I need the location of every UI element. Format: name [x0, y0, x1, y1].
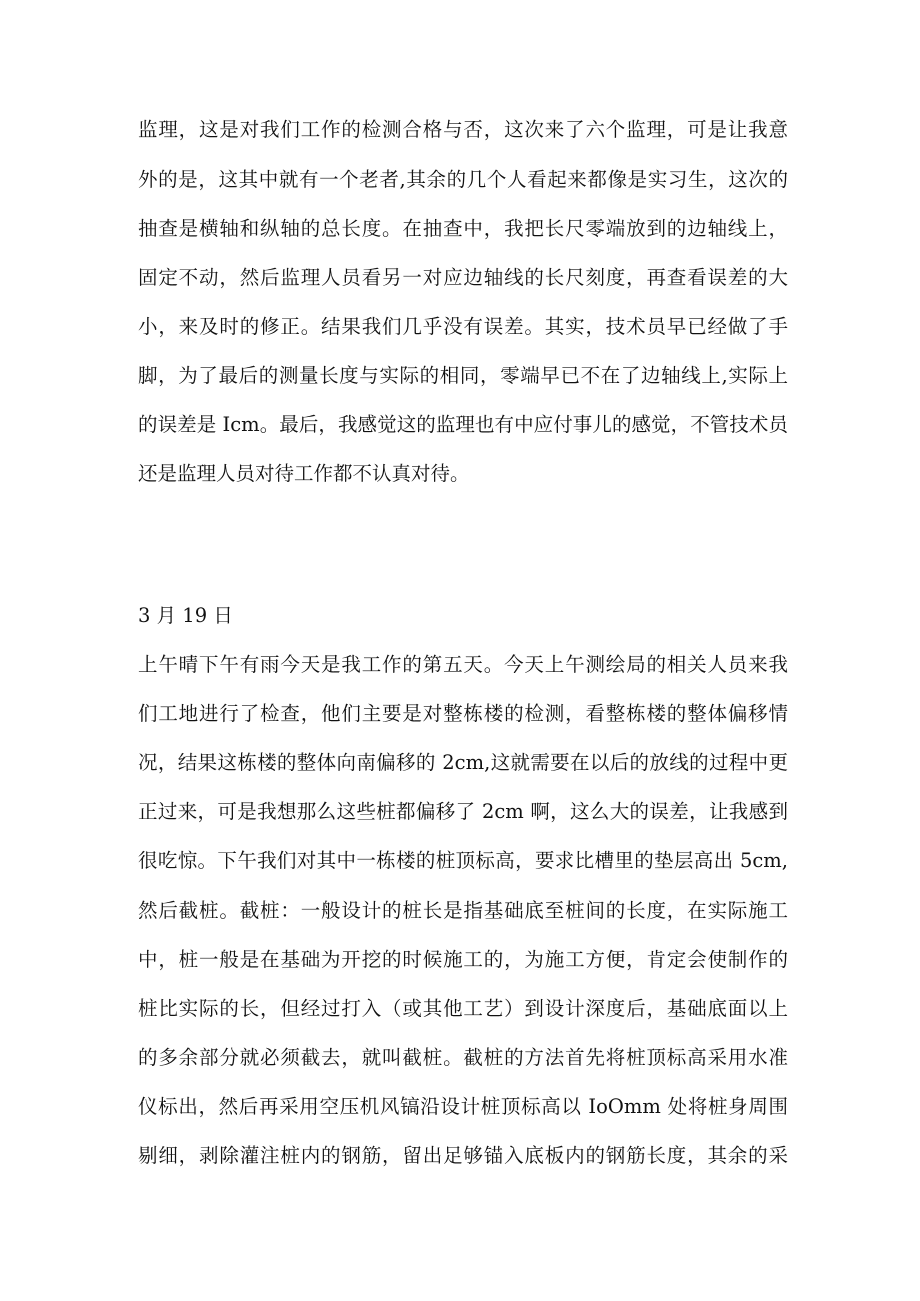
paragraph-line: 抽查是横轴和纵轴的总长度。在抽查中，我把长尺零端放到的边轴线上， [138, 217, 788, 240]
paragraph-line: 外的是，这其中就有一个老者,其余的几个人看起来都像是实习生，这次的 [138, 168, 788, 191]
paragraph-line: 剔细，剥除灌注桩内的钢筋，留出足够锚入底板内的钢筋长度，其余的采 [138, 1144, 788, 1167]
paragraph-line: 固定不动，然后监理人员看另一对应边轴线的长尺刻度，再查看误差的大 [138, 266, 788, 289]
paragraph-line: 的误差是 Icm。最后，我感觉这的监理也有中应付事儿的感觉，不管技术员 [138, 413, 788, 436]
paragraph-line: 上午晴下午有雨今天是我工作的第五天。今天上午测绘局的相关人员来我 [138, 653, 788, 676]
paragraph-line: 的多余部分就必须截去，就叫截桩。截桩的方法首先将桩顶标高采用水准 [138, 1046, 788, 1069]
paragraph-line: 然后截桩。截桩：一般设计的桩长是指基础底至桩间的长度，在实际施工 [138, 899, 788, 922]
paragraph-line: 监理，这是对我们工作的检测合格与否，这次来了六个监理，可是让我意 [138, 118, 788, 141]
paragraph-line: 桩比实际的长，但经过打入（或其他工艺）到设计深度后，基础底面以上 [138, 997, 788, 1020]
paragraph-line: 中，桩一般是在基础为开挖的时候施工的，为施工方便，肯定会使制作的 [138, 948, 788, 971]
paragraph-line: 况，结果这栋楼的整体向南偏移的 2cm,这就需要在以后的放线的过程中更 [138, 751, 788, 774]
entry-date: 3 月 19 日 [138, 604, 233, 627]
paragraph-line: 脚，为了最后的测量长度与实际的相同，零端早已不在了边轴线上,实际上 [138, 364, 788, 387]
paragraph-line: 正过来，可是我想那么这些桩都偏移了 2cm 啊，这么大的误差，让我感到 [138, 800, 788, 823]
paragraph-line: 仪标出，然后再采用空压机风镐沿设计桩顶标高以 IoOmm 处将桩身周围 [138, 1095, 788, 1118]
paragraph-line: 很吃惊。下午我们对其中一栋楼的桩顶标高，要求比槽里的垫层高出 5cm, [138, 849, 788, 872]
paragraph-line: 们工地进行了检查，他们主要是对整栋楼的检测，看整栋楼的整体偏移情 [138, 702, 788, 725]
paragraph-line: 小，来及时的修正。结果我们几乎没有误差。其实，技术员早已经做了手 [138, 315, 788, 338]
paragraph-line: 还是监理人员对待工作都不认真对待。 [138, 462, 470, 485]
